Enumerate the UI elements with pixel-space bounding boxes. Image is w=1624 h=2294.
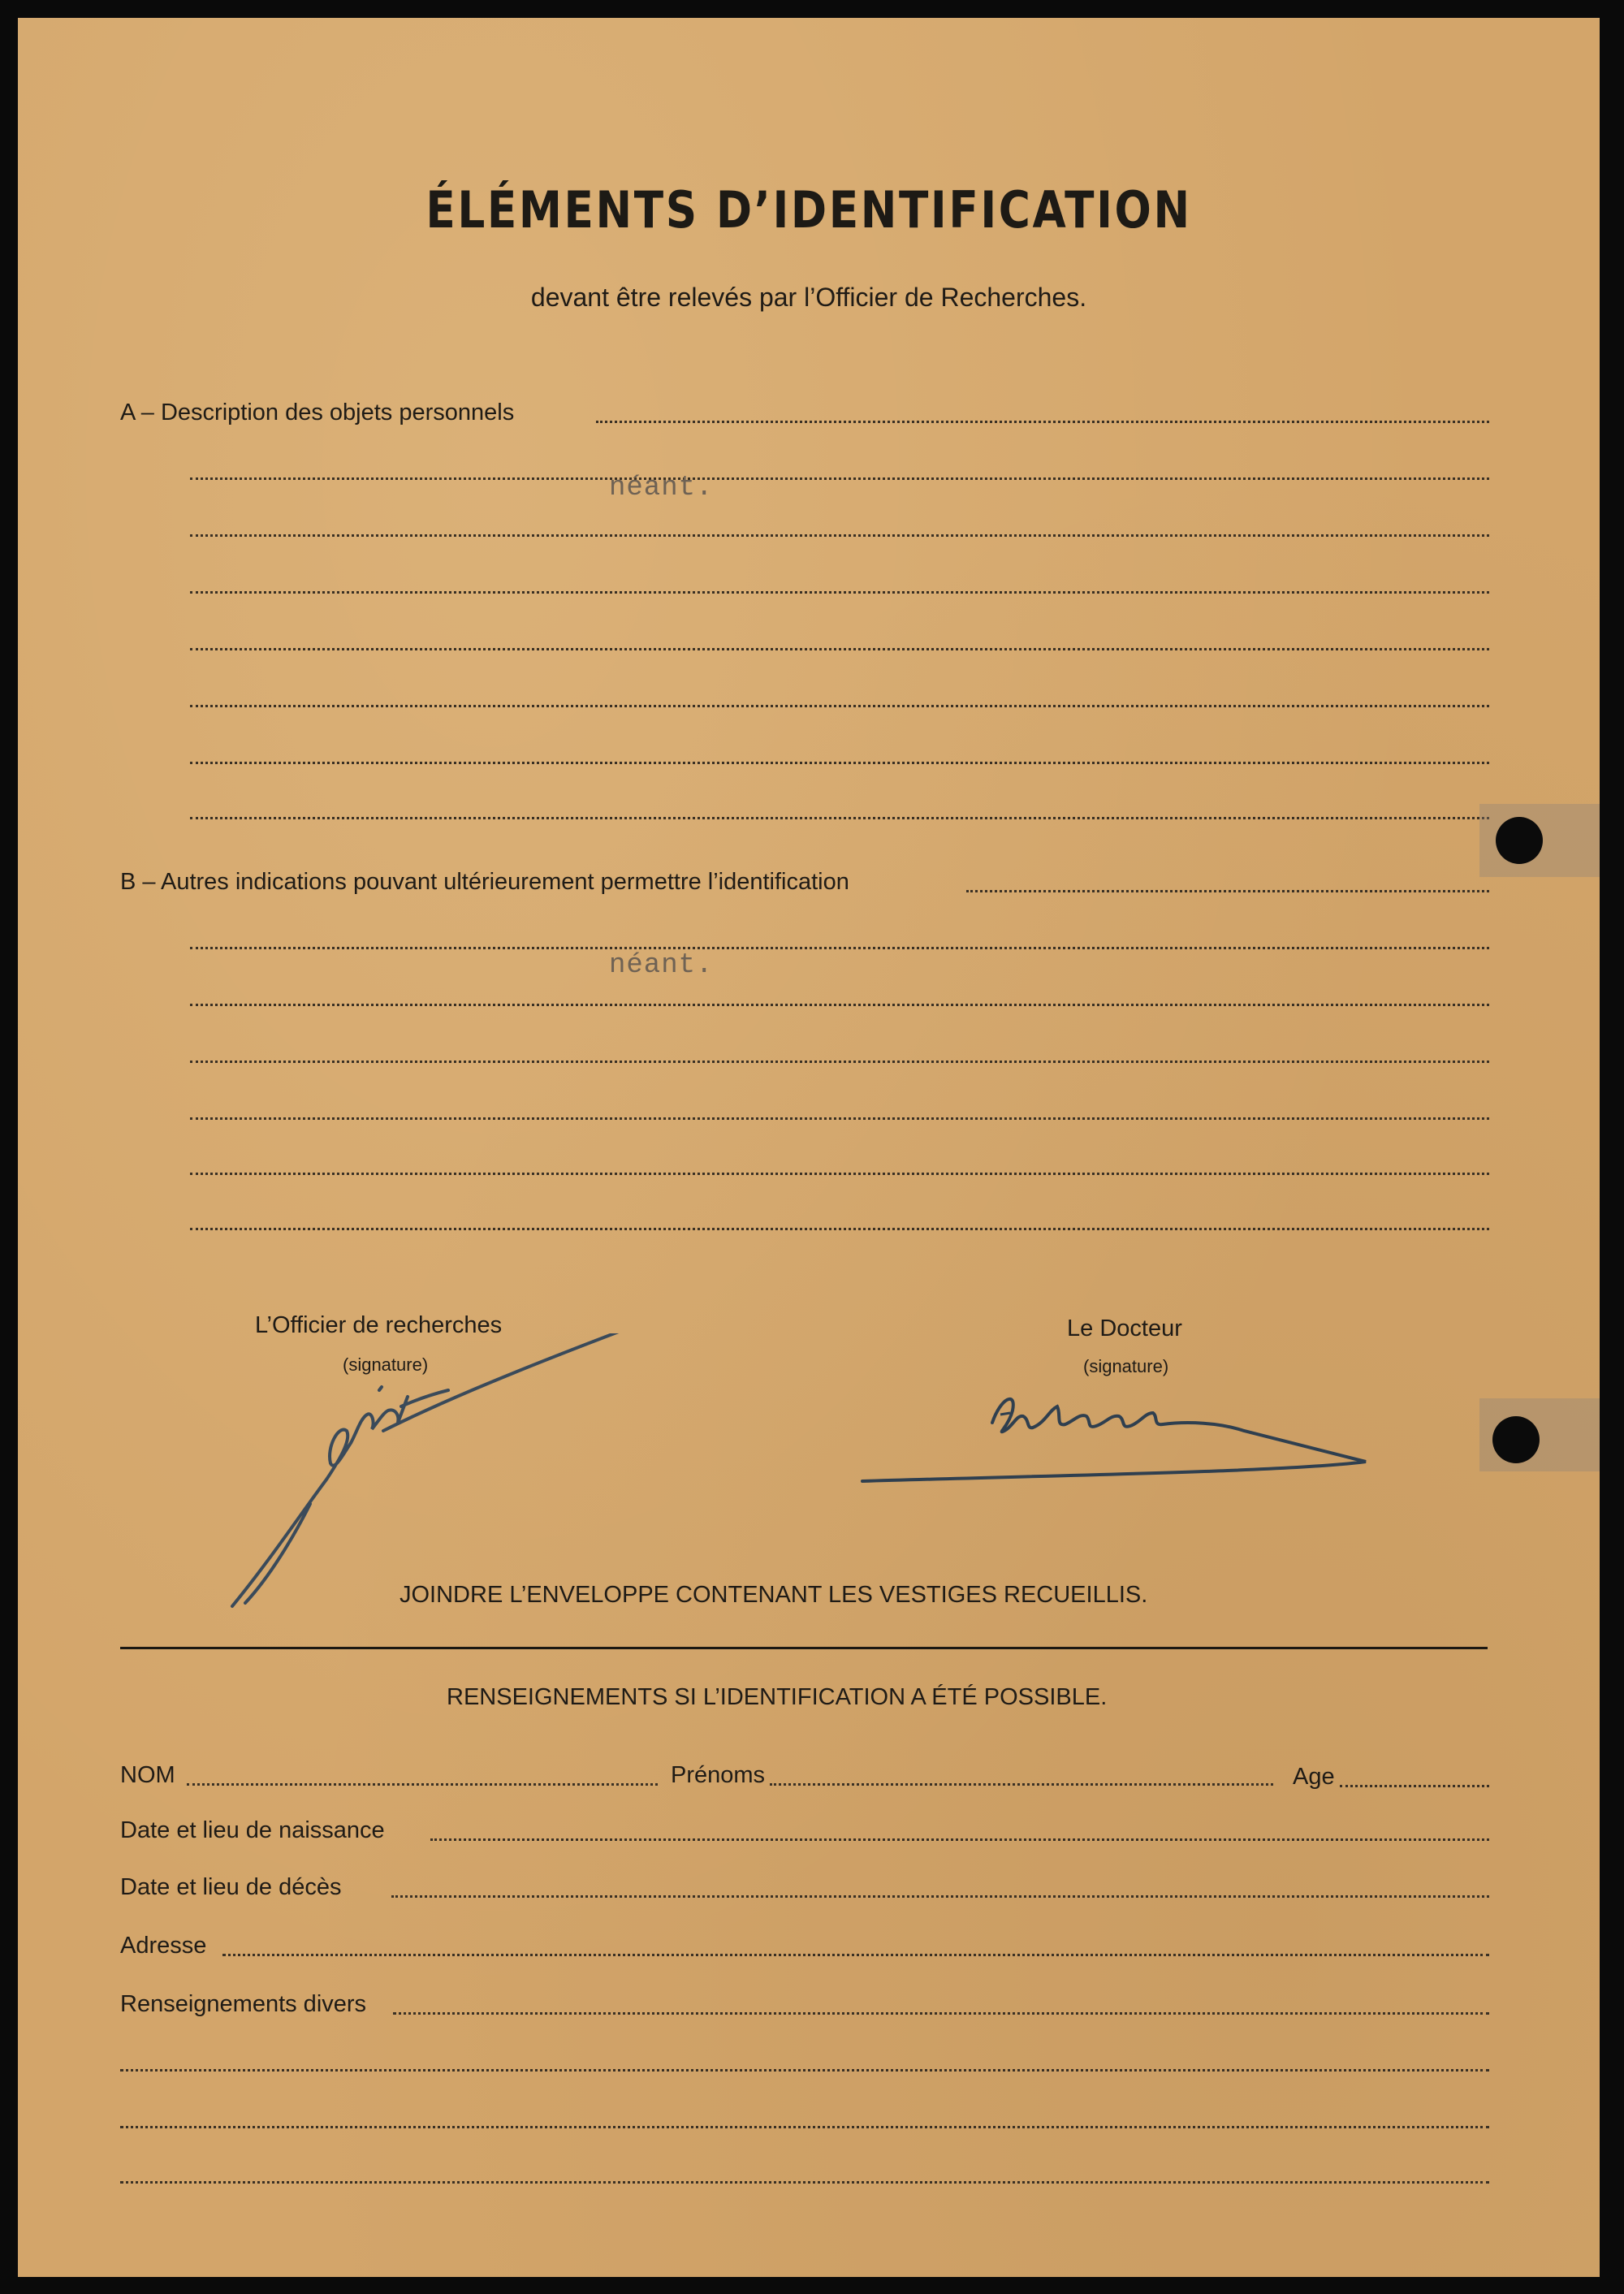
doctor-signature-caption: (signature)	[1083, 1356, 1169, 1376]
section-a-line-7	[190, 762, 1489, 764]
section-divider	[120, 1647, 1488, 1649]
officer-signature-caption: (signature)	[343, 1354, 429, 1375]
death-label: Date et lieu de décès	[120, 1874, 342, 1900]
misc-field-line-2	[120, 2069, 1489, 2072]
age-field	[1340, 1785, 1489, 1787]
form-subtitle: devant être relevés par l’Officier de Recherches.	[530, 283, 1087, 312]
enclose-envelope-note: JOINDRE L’ENVELOPPE CONTENANT LES VESTIGES RECUEILLIS.	[400, 1582, 1148, 1608]
misc-field-line-4	[120, 2181, 1489, 2184]
section-b-line-2	[190, 947, 1489, 949]
section-a-line-4	[190, 591, 1489, 594]
misc-field-line-1	[393, 2012, 1489, 2015]
nom-label: NOM	[120, 1762, 175, 1788]
identification-heading: RENSEIGNEMENTS SI L’IDENTIFICATION A ÉTÉ POSSIBLE.	[447, 1684, 1108, 1710]
misc-label: Renseignements divers	[120, 1991, 367, 2017]
age-label: Age	[1293, 1764, 1335, 1790]
punch-hole-top	[1496, 817, 1543, 864]
section-a-line-2	[190, 477, 1489, 480]
doctor-title: Le Docteur	[1067, 1315, 1182, 1341]
section-b-line-6	[190, 1173, 1489, 1175]
section-a-line-1	[596, 421, 1489, 423]
form-sheet	[18, 18, 1600, 2277]
prenoms-field	[770, 1783, 1273, 1786]
birth-field	[430, 1838, 1489, 1841]
section-a-entry: néant.	[609, 473, 714, 503]
section-a-label: A – Description des objets personnels	[120, 400, 515, 426]
section-b-line-1	[966, 890, 1489, 892]
officer-title: L’Officier de recherches	[255, 1312, 503, 1338]
form-title: ÉLÉMENTS D’IDENTIFICATION	[425, 180, 1192, 240]
section-b-label: B – Autres indications pouvant ultérieurement permettre l’identification	[120, 869, 849, 895]
section-b-line-5	[190, 1117, 1489, 1120]
birth-label: Date et lieu de naissance	[120, 1817, 385, 1843]
section-a-line-3	[190, 534, 1489, 537]
section-b-line-7	[190, 1228, 1489, 1230]
section-b-line-3	[190, 1004, 1489, 1006]
prenoms-label: Prénoms	[671, 1762, 766, 1788]
section-b-entry: néant.	[609, 950, 714, 981]
address-label: Adresse	[120, 1933, 207, 1959]
nom-field	[187, 1783, 658, 1786]
section-b-line-4	[190, 1061, 1489, 1063]
section-a-line-8	[190, 817, 1489, 819]
section-a-line-6	[190, 705, 1489, 707]
punch-hole-bottom	[1492, 1416, 1540, 1463]
misc-field-line-3	[120, 2126, 1489, 2128]
section-a-line-5	[190, 648, 1489, 650]
doctor-signature	[838, 1366, 1406, 1496]
address-field	[222, 1954, 1489, 1956]
death-field	[391, 1895, 1489, 1898]
